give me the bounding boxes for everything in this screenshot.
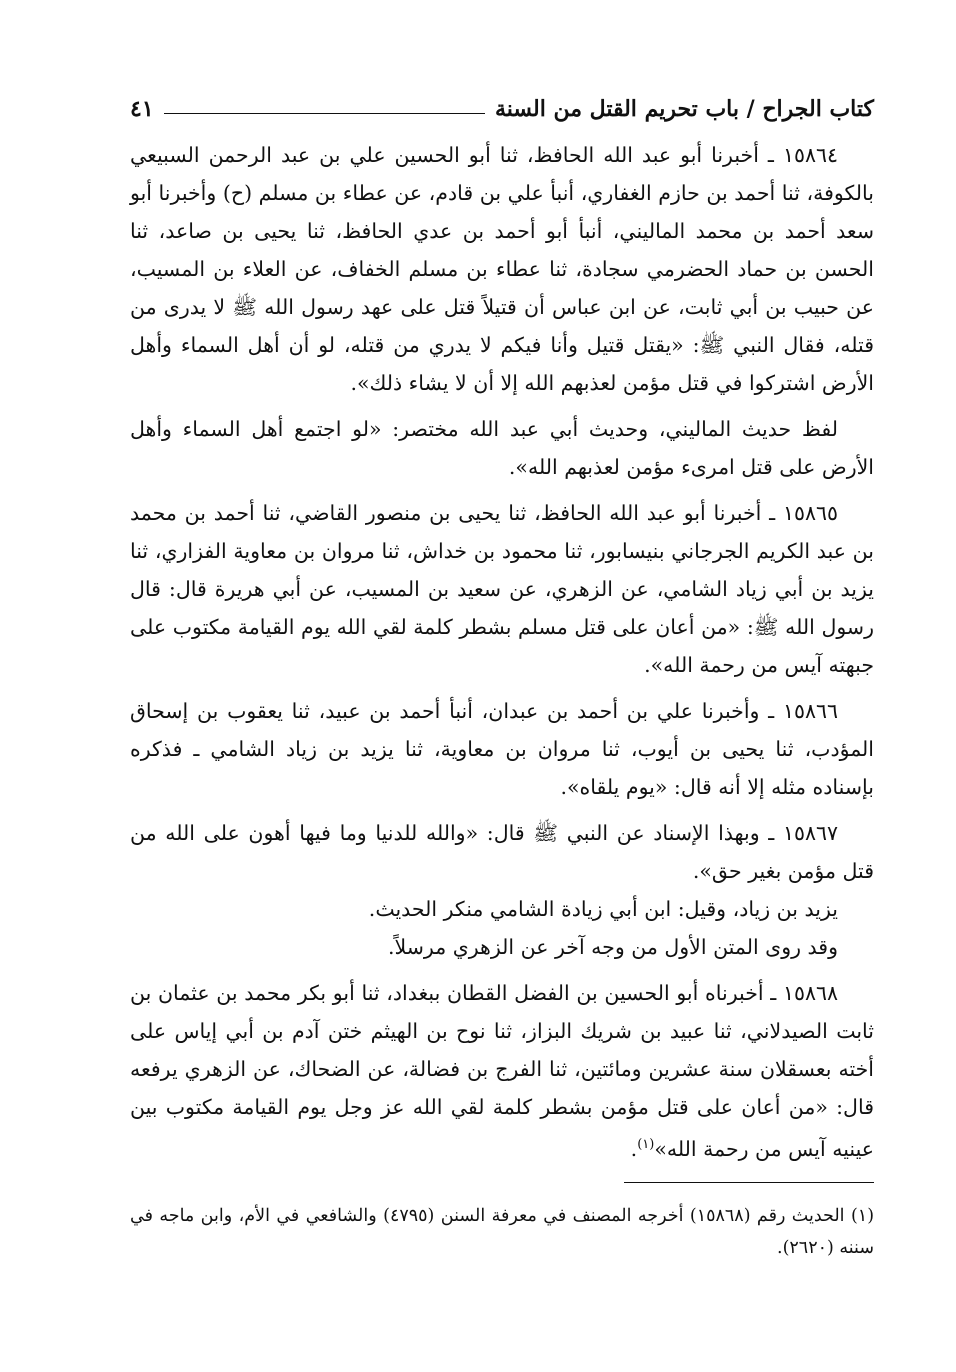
header-rule [164,113,485,114]
page-header [130,82,874,122]
footnote: (١) الحديث رقم (١٥٨٦٨) أخرجه المصنف في معرفة السنن (٤٧٩٥) والشافعي في الأم، وابن ماجه في سننه (٢٦٢٠). [130,1206,875,1259]
hadith-15867: ١٥٨٦٧ ـ وبهذا الإسناد عن النبي ﷺ قال: «والله للدنيا وما فيها أهون على الله من قتل مؤمن بغير حق». [130,821,874,883]
page-body [130,136,874,1168]
footnote-rule [624,1182,874,1183]
hadith-15866: ١٥٨٦٦ ـ وأخبرنا علي بن أحمد بن عبدان، أنبأ أحمد بن عبيد، ثنا يعقوب بن إسحاق المؤدب، ثنا يحيى بن أيوب، ثنا مروان بن معاوية، ثنا يزيد بن زياد الشامي ـ فذكره بإسناده مثله إلا أنه قال: «يوم يلقاه». [130,699,874,799]
hadith-15864: ١٥٨٦٤ ـ أخبرنا أبو عبد الله الحافظ، ثنا أبو الحسين علي بن عبد الرحمن السبيعي بالكوفة، ثنا أحمد بن حازم الغفاري، أنبأ علي بن قادم، عن عطاء بن مسلم (ح) وأخبرنا أبو سعد أحمد بن محمد الماليني، أنبأ أبو أحمد بن عدي الحافظ، ثنا يحيى بن صاعد، ثنا الحسن بن حماد الحضرمي سجادة، ثنا عطاء بن مسلم الخفاف، عن العلاء بن المسيب، عن حبيب بن أبي ثابت، عن ابن عباس أن قتيلاً قتل على عهد رسول الله ﷺ لا يدرى من قتله، فقال النبي ﷺ: «يقتل قتيل وأنا فيكم لا يدري من قتله، لو أن أهل السماء وأهل الأرض اشتركوا في قتل مؤمن لعذبهم الله إلا أن لا يشاء ذلك». [130,143,874,395]
hadith-15868-end: . [630,1136,638,1161]
running-title: كتاب الجراح / باب تحريم القتل من السنة [494,96,874,122]
mursal-note: وقد روى المتن الأول من وجه آخر عن الزهري مرسلاً. [387,935,838,959]
footnote-reference[interactable]: (١) [637,1137,655,1152]
hadith-15865: ١٥٨٦٥ ـ أخبرنا أبو عبد الله الحافظ، ثنا يحيى بن منصور القاضي، ثنا أحمد بن محمد بن عبد الكريم الجرجاني بنيسابور، ثنا محمود بن خداش، ثنا مروان بن معاوية الفزاري، ثنا يزيد بن أبي زياد الشامي، عن الزهري، عن سعيد بن المسيب، عن أبي هريرة قال: قال رسول الله ﷺ: «من أعان على قتل مسلم بشطر كلمة لقي الله يوم القيامة مكتوب على جبهته آيس من رحمة الله». [130,501,874,677]
narrator-note: يزيد بن زياد، وقيل: ابن أبي زيادة الشامي منكر الحديث. [368,897,838,921]
commentary-wording: لفظ حديث الماليني، وحديث أبي عبد الله مختصر: «لو اجتمع أهل السماء وأهل الأرض على قتل امرىء مؤمن لعذبهم الله». [130,417,874,479]
page-number: ٤١ [130,96,154,122]
hadith-15868-text: ١٥٨٦٨ ـ أخبرناه أبو الحسين بن الفضل القطان ببغداد، ثنا أبو بكر محمد بن عثمان بن ثابت الصيدلاني، ثنا عبيد بن شريك البزاز، ثنا نوح بن الهيثم ختن آدم بن أبي إياس على أخته بعسقلان سنة عشرين ومائتين، ثنا الفرج بن فضالة، عن الضحاك، عن الزهري يرفعه قال: «من أعان على قتل مؤمن بشطر كلمة لقي الله عز وجل يوم القيامة مكتوب بين عينيه آيس من رحمة الله» [130,981,874,1161]
hadith-15868 [130,974,874,1168]
